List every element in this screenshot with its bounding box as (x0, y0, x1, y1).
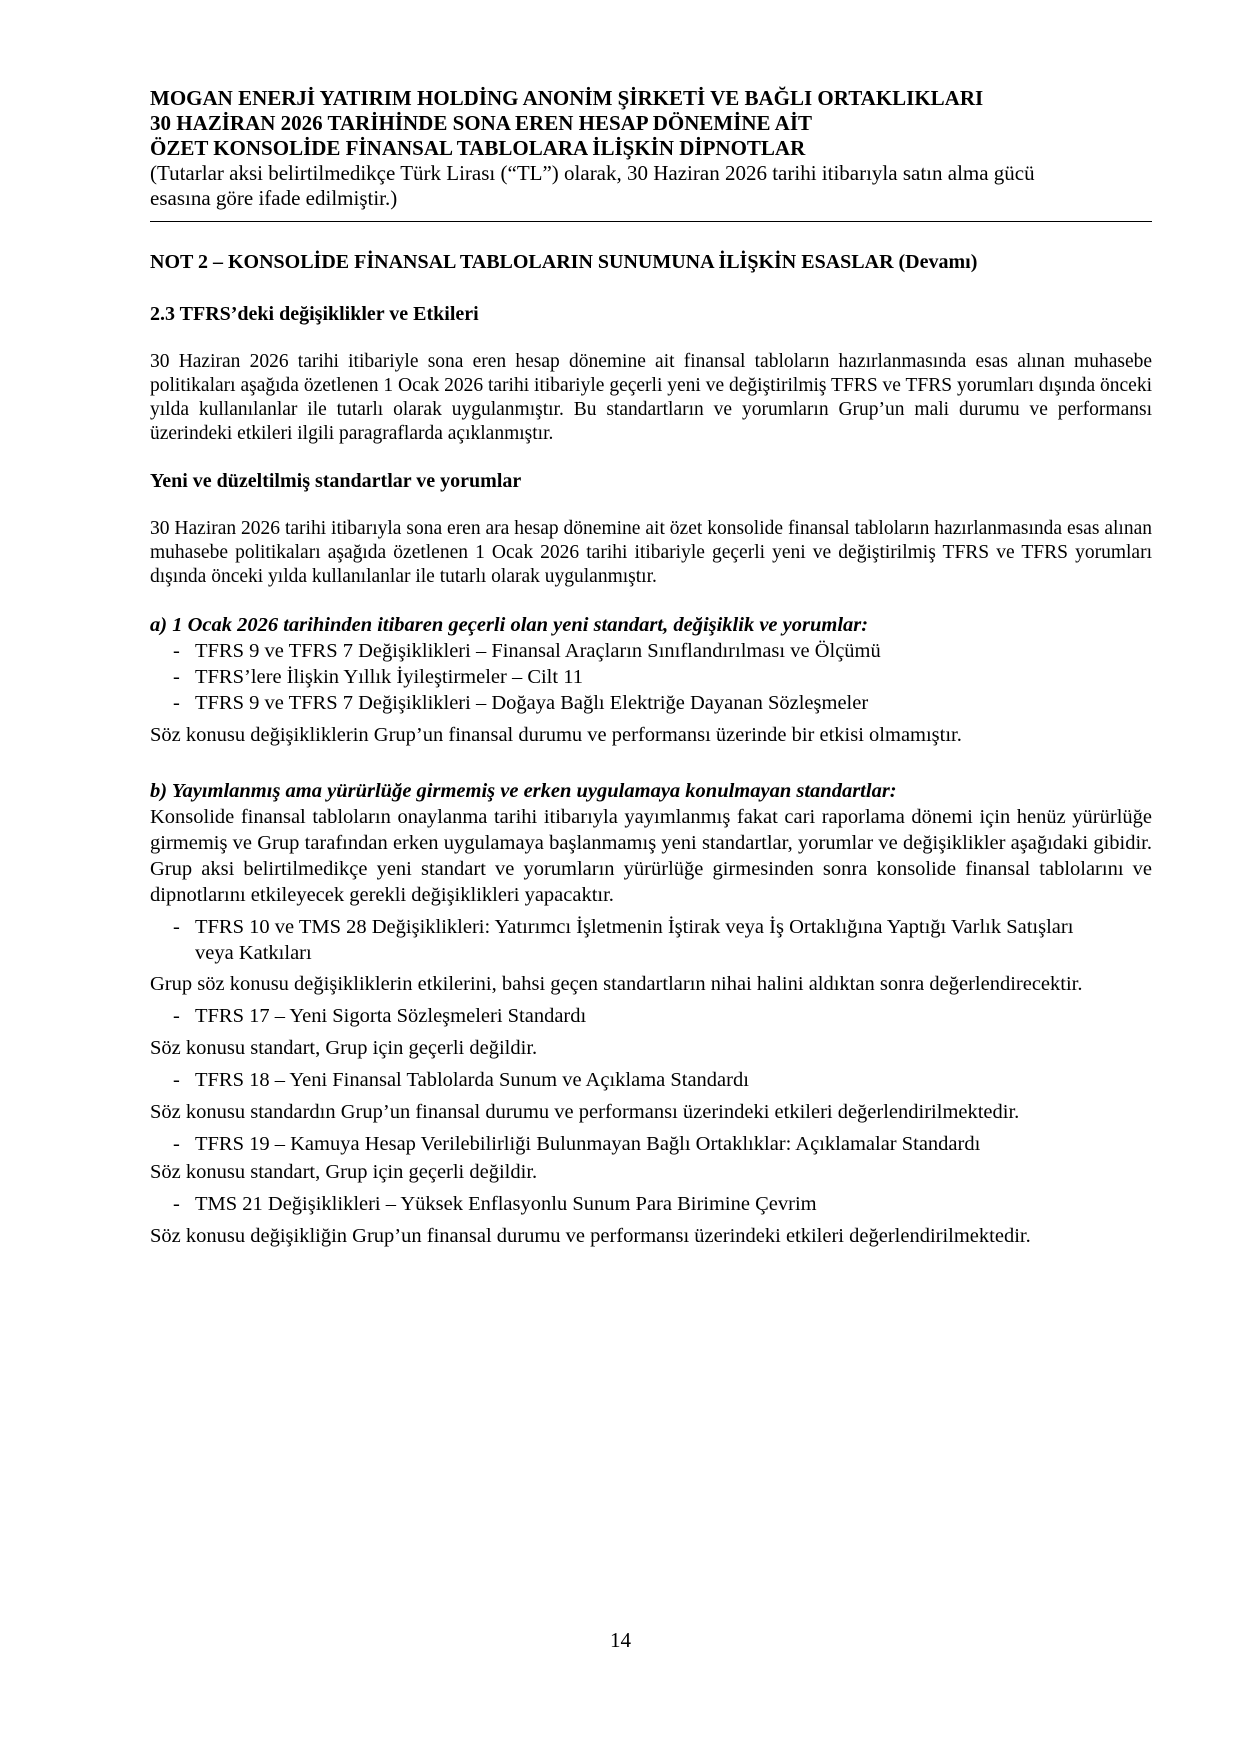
section-b-note: Söz konusu standardın Grup’un finansal durumu ve performansı üzerindeki etkileri değerlendirilmektedir. (150, 1101, 1020, 1123)
section-b-note: Söz konusu değişikliğin Grup’un finansal durumu ve performansı üzerindeki etkileri değerlendirilmektedir. (150, 1225, 1031, 1247)
subsection-title: 2.3 TFRS’deki değişiklikler ve Etkileri (150, 303, 479, 325)
section-title: NOT 2 – KONSOLİDE FİNANSAL TABLOLARIN SUNUMUNA İLİŞKİN ESASLAR (Devamı) (150, 251, 978, 273)
section-a-conclusion: Söz konusu değişikliklerin Grup’un finansal durumu ve performansı üzerinde bir etkisi olmamıştır. (150, 724, 962, 746)
list-item: - TFRS 10 ve TMS 28 Değişiklikleri: Yatırımcı İşletmenin İştirak veya İş Ortaklığına Yaptığı Varlık Satışları veya Katkıları (150, 914, 1152, 966)
list-item: - TFRS 18 – Yeni Finansal Tablolarda Sunum ve Açıklama Standardı (150, 1067, 1152, 1093)
bullet-dash: - (173, 1005, 180, 1027)
section-b-note: Söz konusu standart, Grup için geçerli değildir. (150, 1161, 538, 1183)
section-b-note: Grup söz konusu değişikliklerin etkilerini, bahsi geçen standartların nihai halini aldıktan sonra değerlendirecektir. (150, 973, 1083, 995)
document-page (150, 86, 1152, 1249)
period-title: 30 HAZİRAN 2026 TARİHİNDE SONA EREN HESAP DÖNEMİNE AİT (150, 111, 813, 135)
section-b-note: Söz konusu standart, Grup için geçerli değildir. (150, 1037, 538, 1059)
bullet-dash: - (173, 916, 180, 938)
list-item: - TMS 21 Değişiklikleri – Yüksek Enflasyonlu Sunum Para Birimine Çevrim (150, 1191, 1152, 1217)
bullet-dash: - (173, 1069, 180, 1091)
bullet-dash: - (173, 666, 180, 688)
section-a-title: a) 1 Ocak 2026 tarihinden itibaren geçerli olan yeni standart, değişiklik ve yorumlar: (150, 614, 869, 636)
paragraph-new-standards: 30 Haziran 2026 tarihi itibarıyla sona eren ara hesap dönemine ait özet konsolide finansal tabloların hazırlanmasında esas alınan muhasebe politikaları aşağıda özetlenen 1 Ocak 2026 tarihi itibariyle geçerli yeni ve değiştirilmiş TFRS ve TFRS yorumları dışında önceki yılda kullanılanlar ile tutarlı olarak uygulanmıştır. (150, 518, 1152, 587)
bullet-dash: - (173, 692, 180, 714)
paragraph-tfrs-changes: 30 Haziran 2026 tarihi itibariyle sona eren hesap dönemine ait finansal tabloların hazırlanmasında esas alınan muhasebe politikaları aşağıda özetlenen 1 Ocak 2026 tarihi itibariyle geçerli yeni ve değiştirilmiş TFRS ve TFRS yorumları dışında önceki yılda kullanılanlar ile tutarlı olarak uygulanmıştır. Bu standartların ve yorumların Grup’un mali durumu ve performansı üzerindeki etkileri ilgili paragraflarda açıklanmıştır. (150, 351, 1152, 444)
section-b-intro: Konsolide finansal tabloların onaylanma tarihi itibarıyla yayımlanmış fakat cari raporlama dönemi için henüz yürürlüğe girmemiş ve Grup tarafından erken uygulamaya başlanmamış yeni standartlar, yorumlar ve değişiklikler aşağıdaki gibidir. Grup aksi belirtilmedikçe yeni standart ve yorumların yürürlüğe girmesinden sonra konsolide finansal tablolarını ve dipnotlarını etkileyecek gerekli değişiklikleri yapacaktır. (150, 806, 1152, 906)
list-item: - TFRS 9 ve TFRS 7 Değişiklikleri – Doğaya Bağlı Elektriğe Dayanan Sözleşmeler (150, 690, 1152, 716)
document-header (150, 86, 1152, 222)
list-item: - TFRS’lere İlişkin Yıllık İyileştirmeler – Cilt 11 (150, 664, 1152, 690)
company-title: MOGAN ENERJİ YATIRIM HOLDİNG ANONİM ŞİRKETİ VE BAĞLI ORTAKLIKLARI (150, 86, 984, 110)
bullet-dash: - (173, 640, 180, 662)
list-item: - TFRS 9 ve TFRS 7 Değişiklikleri – Finansal Araçların Sınıflandırılması ve Ölçümü (150, 638, 1152, 664)
section-b-title: b) Yayımlanmış ama yürürlüğe girmemiş ve erken uygulamaya konulmayan standartlar: (150, 780, 897, 802)
bullet-dash: - (173, 1133, 180, 1155)
currency-note-line2: esasına göre ifade edilmiştir.) (150, 186, 398, 210)
page-number: 14 (610, 1628, 631, 1652)
list-item: - TFRS 19 – Kamuya Hesap Verilebilirliği Bulunmayan Bağlı Ortaklıklar: Açıklamalar Standardı (150, 1131, 1152, 1157)
list-item: - TFRS 17 – Yeni Sigorta Sözleşmeleri Standardı (150, 1003, 1152, 1029)
currency-note-line1: (Tutarlar aksi belirtilmedikçe Türk Lirası (“TL”) olarak, 30 Haziran 2026 tarihi itibarıyla satın alma gücü (150, 161, 1035, 185)
header-divider (150, 221, 1152, 222)
bullet-dash: - (173, 1193, 180, 1215)
heading-new-standards: Yeni ve düzeltilmiş standartlar ve yorumlar (150, 470, 522, 492)
report-title: ÖZET KONSOLİDE FİNANSAL TABLOLARA İLİŞKİN DİPNOTLAR (150, 136, 806, 160)
